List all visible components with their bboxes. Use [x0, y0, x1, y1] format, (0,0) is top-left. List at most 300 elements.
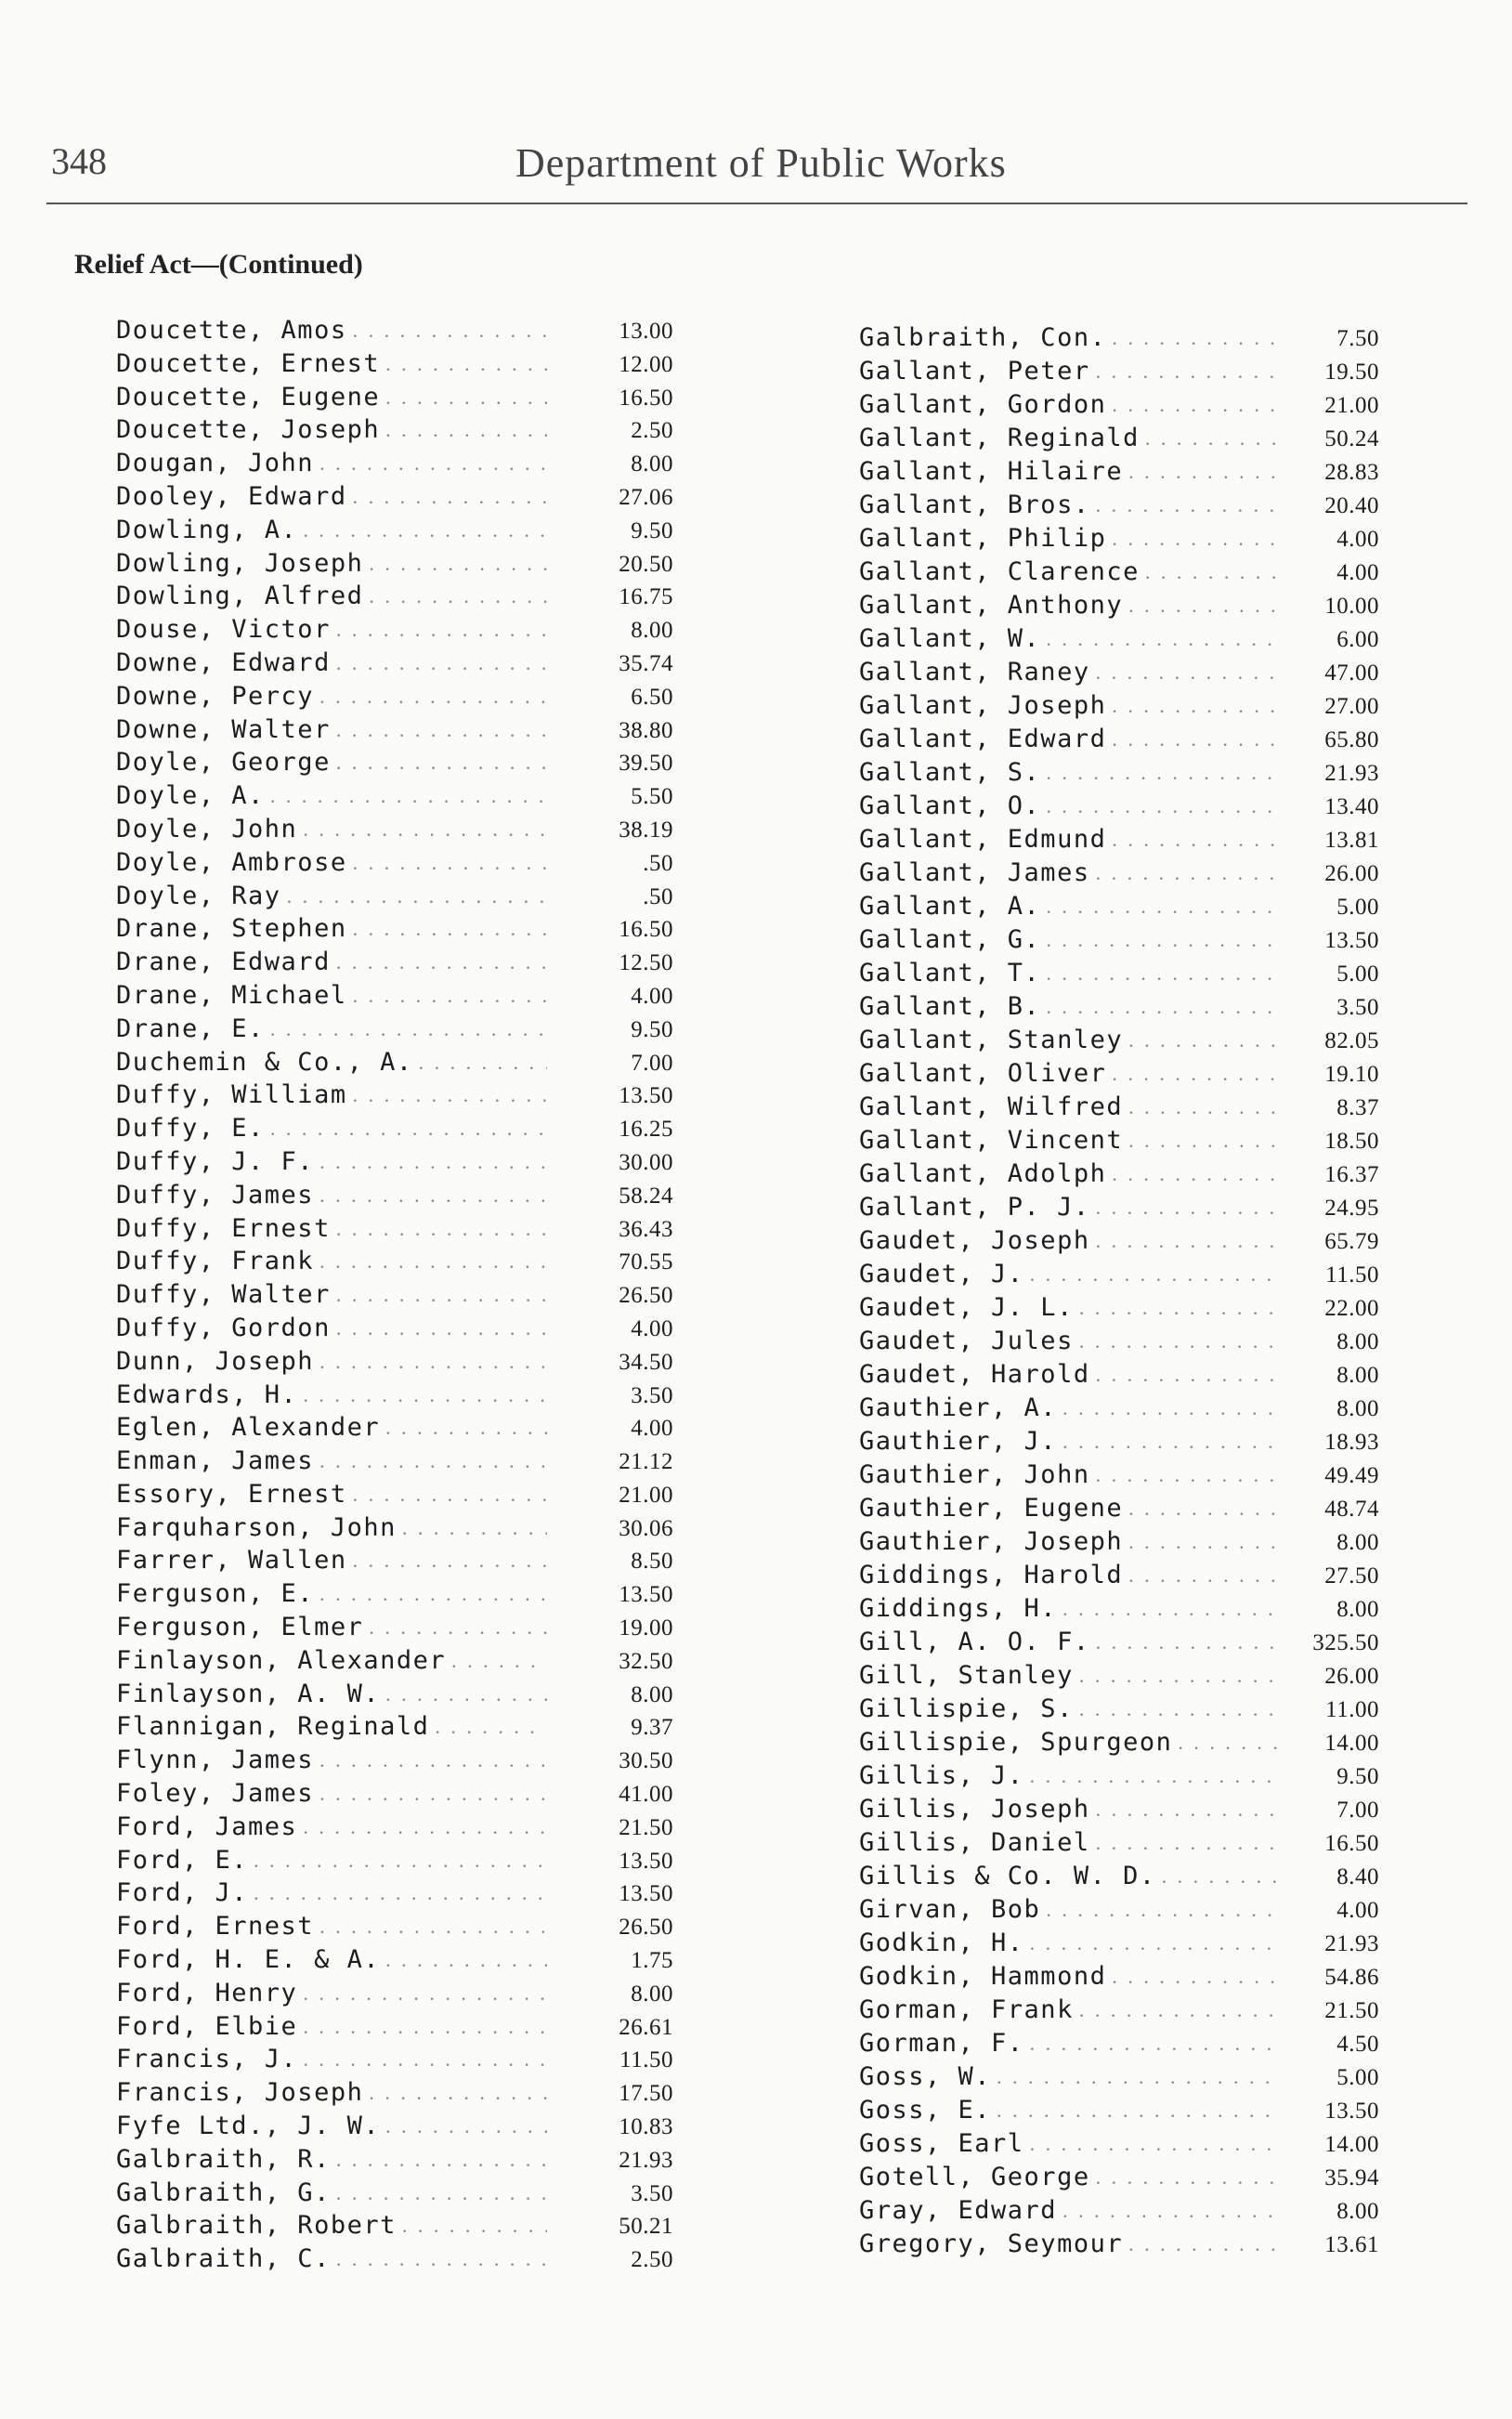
dot-leader [402, 2209, 547, 2242]
payee-name: Duffy, James [116, 1180, 315, 1210]
entry-name-leader [859, 856, 1286, 890]
entry-name-leader [116, 1844, 553, 1877]
payee-name: Gorman, F. [859, 2029, 1024, 2058]
payee-name: Farrer, Wallen [116, 1546, 347, 1576]
entry-name-leader [859, 1659, 1286, 1693]
payment-amount: 26.61 [619, 2014, 673, 2040]
list-item [859, 656, 1379, 689]
payee-name: Gallant, Stanley [859, 1026, 1124, 1054]
payee-name: Ford, H. E. & A. [116, 1945, 381, 1975]
dot-leader [336, 946, 547, 979]
list-item [859, 923, 1379, 957]
payment-amount: 8.00 [1336, 1363, 1379, 1388]
payee-name: Doucette, Joseph [116, 415, 381, 445]
dot-leader [303, 1811, 547, 1844]
payment-amount: 13.00 [619, 319, 673, 344]
entry-name-leader [859, 1291, 1286, 1325]
payment-amount: 8.37 [1336, 1095, 1379, 1120]
payee-name: Downe, Walter [116, 714, 331, 744]
dot-leader [353, 1079, 547, 1112]
payment-amount: 11.00 [1325, 1697, 1379, 1722]
payee-name: Duffy, J. F. [116, 1146, 315, 1176]
entry-name-leader [859, 455, 1286, 489]
list-item [859, 2094, 1379, 2127]
payment-amount: .50 [643, 850, 673, 876]
payment-amount: 38.19 [619, 817, 673, 843]
list-item [116, 480, 678, 514]
payment-amount: 8.00 [1336, 1396, 1379, 1421]
list-item [116, 647, 678, 680]
entry-name-leader [116, 2076, 553, 2110]
list-item [859, 2027, 1379, 2060]
entry-name-leader [116, 1744, 553, 1777]
payee-name: Essory, Ernest [116, 1479, 347, 1509]
payment-amount: 24.95 [1324, 1196, 1379, 1221]
payment-amount: 8.00 [1336, 2199, 1379, 2224]
dot-leader [1112, 1960, 1281, 1994]
payment-amount: 2.50 [631, 418, 673, 444]
page-header [51, 139, 1472, 195]
list-item [859, 1325, 1379, 1358]
payee-name: Gregory, Seymour [859, 2229, 1124, 2258]
payee-name: Duffy, E. [116, 1114, 265, 1144]
entry-name-leader [116, 1212, 553, 1246]
entry-name-leader [859, 1492, 1286, 1525]
payment-amount: 12.50 [619, 950, 673, 976]
dot-leader [1062, 1392, 1281, 1425]
entry-name-leader [116, 547, 553, 581]
entry-name-leader [116, 946, 553, 979]
dot-leader [319, 1577, 547, 1611]
payee-name: Gallant, James [859, 858, 1090, 887]
payment-amount: 16.75 [619, 584, 673, 610]
payee-name: Gallant, Oliver [859, 1059, 1107, 1088]
list-item [859, 1492, 1379, 1525]
payee-name: Gallant, Vincent [859, 1126, 1124, 1155]
dot-leader [1096, 1626, 1281, 1659]
dot-leader [1112, 1157, 1281, 1191]
list-item [859, 1759, 1379, 1793]
list-item [116, 746, 678, 779]
entry-name-leader [859, 2094, 1286, 2127]
payment-amount: 8.00 [631, 451, 673, 477]
payee-name: Drane, E. [116, 1013, 265, 1043]
dot-leader [1096, 1191, 1281, 1224]
entry-name-leader [859, 957, 1286, 990]
payee-name: Gray, Edward [859, 2196, 1058, 2225]
dot-leader [336, 647, 547, 680]
entry-name-leader [859, 1057, 1286, 1091]
entry-name-leader [859, 622, 1286, 656]
list-item [859, 1826, 1379, 1860]
payment-amount: 35.74 [619, 650, 673, 676]
entry-name-leader [859, 1793, 1286, 1826]
list-item [859, 1091, 1379, 1124]
entry-name-leader [116, 713, 553, 747]
list-item [116, 880, 678, 913]
payment-amount: 8.00 [1336, 1329, 1379, 1354]
dot-leader [1145, 556, 1281, 589]
payment-amount: 4.00 [1336, 527, 1379, 552]
list-item [859, 1191, 1379, 1224]
list-item [116, 1379, 678, 1412]
payee-name: Gallant, Edward [859, 725, 1107, 753]
entry-name-leader [116, 1345, 553, 1379]
payee-name: Girvan, Bob [859, 1895, 1041, 1924]
dot-leader [1128, 1124, 1281, 1157]
payment-amount: 13.61 [1324, 2232, 1379, 2257]
entry-name-leader [116, 1777, 553, 1811]
payee-name: Gaudet, Jules [859, 1327, 1074, 1355]
payee-name: Gallant, A. [859, 892, 1041, 921]
dot-leader [1062, 2194, 1281, 2228]
list-item [116, 2242, 678, 2276]
entry-name-leader [116, 912, 553, 946]
list-item [116, 713, 678, 747]
payee-name: Godkin, Hammond [859, 1962, 1107, 1991]
payee-name: Gallant, Reginald [859, 424, 1140, 452]
entry-name-leader [859, 1525, 1286, 1559]
payee-name: Gallant, Edmund [859, 825, 1107, 854]
dot-leader [1062, 1425, 1281, 1458]
payee-name: Gallant, Clarence [859, 557, 1140, 586]
entry-name-leader [116, 2110, 553, 2143]
dot-leader [1046, 622, 1281, 656]
list-item [116, 1212, 678, 1246]
payee-name: Flynn, James [116, 1746, 315, 1775]
entry-name-leader [116, 647, 553, 680]
payee-name: Gallant, O. [859, 791, 1041, 820]
entry-name-leader [859, 1392, 1286, 1425]
list-item [116, 1777, 678, 1811]
dot-leader [1145, 422, 1281, 455]
payment-amount: 54.86 [1324, 1965, 1379, 1990]
list-item [116, 1278, 678, 1312]
entry-name-leader [859, 1927, 1286, 1960]
payment-amount: 3.50 [1336, 995, 1379, 1020]
dot-leader [336, 1312, 547, 1345]
dot-leader [353, 1544, 547, 1577]
payee-name: Drane, Michael [116, 980, 347, 1010]
dot-leader [1046, 756, 1281, 790]
entry-name-leader [859, 355, 1286, 388]
list-item [859, 2127, 1379, 2161]
dot-leader [1112, 522, 1281, 556]
entry-name-leader [859, 2027, 1286, 2060]
list-item [116, 1577, 678, 1611]
list-item [116, 580, 678, 613]
payment-amount: 19.50 [1324, 360, 1379, 385]
entry-name-leader [116, 680, 553, 713]
list-item [859, 2228, 1379, 2261]
payment-amount: 5.50 [631, 784, 673, 810]
payment-amount: 26.00 [1324, 1664, 1379, 1689]
entry-name-leader [859, 1626, 1286, 1659]
payee-name: Gallant, G. [859, 925, 1041, 954]
dot-leader [1046, 890, 1281, 923]
list-item [859, 2161, 1379, 2194]
entry-name-leader [859, 1425, 1286, 1458]
entry-name-leader [859, 1091, 1286, 1124]
dot-leader [1030, 2027, 1281, 2060]
payment-amount: 65.79 [1324, 1229, 1379, 1254]
dot-leader [385, 1411, 547, 1445]
list-item [859, 556, 1379, 589]
list-item [116, 2177, 678, 2210]
payee-name: Doyle, Ray [116, 881, 281, 910]
payee-name: Gauthier, A. [859, 1393, 1058, 1422]
list-item [859, 1392, 1379, 1425]
dot-leader [1079, 1659, 1281, 1693]
list-item [116, 1977, 678, 2010]
entry-name-leader [859, 790, 1286, 823]
entry-name-leader [859, 1157, 1286, 1191]
entry-name-leader [116, 1577, 553, 1611]
dot-leader [451, 1644, 547, 1678]
list-item [859, 723, 1379, 756]
entry-name-leader [116, 979, 553, 1013]
list-item [859, 1024, 1379, 1057]
payee-name: Gaudet, J. [859, 1260, 1024, 1288]
payee-name: Douse, Victor [116, 615, 331, 645]
payment-amount: 7.50 [1336, 326, 1379, 351]
entry-name-leader [859, 1994, 1286, 2027]
payee-name: Duffy, William [116, 1080, 347, 1110]
dot-leader [1112, 689, 1281, 723]
list-item [859, 388, 1379, 422]
list-item [859, 1726, 1379, 1759]
payee-name: Ford, Henry [116, 1978, 298, 2007]
payment-amount: 4.00 [631, 1416, 673, 1442]
list-item [116, 1511, 678, 1545]
dot-leader [319, 1445, 547, 1478]
dot-leader [1128, 2228, 1281, 2261]
list-item [116, 680, 678, 713]
list-item [859, 1258, 1379, 1291]
entry-name-leader [116, 2209, 553, 2242]
dot-leader [369, 1611, 547, 1644]
payment-amount: 13.50 [619, 1582, 673, 1608]
list-item [116, 1312, 678, 1345]
payment-amount: 5.00 [1336, 895, 1379, 920]
entry-name-leader [859, 1024, 1286, 1057]
list-item [859, 689, 1379, 723]
dot-leader [1096, 355, 1281, 388]
list-item [859, 856, 1379, 890]
payment-amount: 325.50 [1312, 1630, 1379, 1655]
payee-name: Gillis, Daniel [859, 1828, 1090, 1857]
payee-name: Gallant, Wilfred [859, 1092, 1124, 1121]
payment-amount: 8.00 [631, 1981, 673, 2007]
dot-leader [270, 1112, 547, 1145]
dot-leader [1112, 1057, 1281, 1091]
dot-leader [319, 1245, 547, 1278]
list-item [859, 890, 1379, 923]
list-item [116, 2110, 678, 2143]
entry-name-leader [859, 556, 1286, 589]
payee-name: Duffy, Ernest [116, 1213, 331, 1243]
payment-amount: 13.50 [619, 1083, 673, 1109]
list-item [859, 2060, 1379, 2094]
list-item [116, 979, 678, 1013]
dot-leader [1128, 1091, 1281, 1124]
dot-leader [336, 713, 547, 747]
list-item [859, 1458, 1379, 1492]
payee-name: Ford, E. [116, 1845, 249, 1875]
dot-leader [319, 680, 547, 713]
dot-leader [1096, 1826, 1281, 1860]
payee-name: Gauthier, Eugene [859, 1494, 1124, 1523]
payee-name: Goss, Earl [859, 2129, 1024, 2158]
payee-name: Ferguson, E. [116, 1579, 315, 1609]
payee-name: Ferguson, Elmer [116, 1613, 364, 1642]
dot-leader [1112, 388, 1281, 422]
dot-leader [997, 2060, 1281, 2094]
entry-name-leader [859, 1893, 1286, 1927]
dot-leader [303, 1379, 547, 1412]
entry-name-leader [116, 413, 553, 447]
payment-amount: 1.75 [631, 1948, 673, 1974]
dot-leader [1096, 856, 1281, 890]
dot-leader [1062, 1592, 1281, 1626]
payee-name: Gallant, T. [859, 959, 1041, 987]
dot-leader [1030, 1759, 1281, 1793]
entry-name-leader [116, 779, 553, 813]
payment-amount: 16.50 [619, 917, 673, 943]
payment-amount: 8.00 [1336, 1530, 1379, 1555]
payment-amount: 6.00 [1336, 627, 1379, 652]
payee-name: Godkin, H. [859, 1929, 1024, 1957]
payment-amount: 9.37 [631, 1715, 673, 1741]
entry-name-leader [116, 1511, 553, 1545]
dot-leader [1079, 1693, 1281, 1726]
dot-leader [336, 1278, 547, 1312]
payment-amount: 16.50 [1324, 1831, 1379, 1856]
dot-leader [1128, 455, 1281, 489]
payee-name: Giddings, H. [859, 1594, 1058, 1623]
payment-amount: 13.50 [1324, 2099, 1379, 2124]
list-item [859, 1693, 1379, 1726]
dot-leader [336, 613, 547, 647]
dot-leader [336, 1212, 547, 1246]
entry-name-leader [859, 689, 1286, 723]
entry-name-leader [116, 1544, 553, 1577]
dot-leader [270, 779, 547, 813]
entry-name-leader [859, 1759, 1286, 1793]
list-item [859, 422, 1379, 455]
payment-amount: 19.10 [1324, 1062, 1379, 1087]
entry-name-leader [116, 1312, 553, 1345]
list-item [116, 1744, 678, 1777]
list-item [116, 2076, 678, 2110]
entry-name-leader [116, 1943, 553, 1977]
dot-leader [303, 813, 547, 846]
payee-name: Gallant, Raney [859, 658, 1090, 686]
payee-name: Finlayson, Alexander [116, 1645, 447, 1675]
list-item [859, 756, 1379, 790]
list-item [859, 1425, 1379, 1458]
list-item [116, 514, 678, 547]
payment-amount: 47.00 [1324, 660, 1379, 686]
payment-amount: 39.50 [619, 751, 673, 777]
payee-name: Gillis & Co. W. D. [859, 1862, 1156, 1890]
entry-name-leader [116, 1811, 553, 1844]
list-item [859, 489, 1379, 522]
list-item [116, 912, 678, 946]
payee-name: Ford, Ernest [116, 1912, 315, 1942]
payee-name: Enman, James [116, 1446, 315, 1476]
payee-name: Gallant, S. [859, 758, 1041, 787]
entry-name-leader [116, 580, 553, 613]
entry-name-leader [116, 1876, 553, 1910]
list-item [116, 1611, 678, 1644]
payee-name: Ford, J. [116, 1878, 249, 1908]
list-item [116, 1876, 678, 1910]
entry-name-leader [116, 1079, 553, 1112]
payee-name: Gallant, Adolph [859, 1159, 1107, 1188]
payment-amount: 20.40 [1324, 493, 1379, 518]
entry-name-leader [859, 1559, 1286, 1592]
payment-amount: 11.50 [619, 2047, 673, 2073]
payment-amount: 21.50 [1324, 1998, 1379, 2023]
dot-leader [1046, 790, 1281, 823]
dot-leader [1046, 923, 1281, 957]
dot-leader [1030, 1258, 1281, 1291]
payment-amount: 27.00 [1324, 694, 1379, 719]
payment-amount: 16.37 [1324, 1162, 1379, 1187]
payment-amount: 3.50 [631, 2180, 673, 2206]
list-item [116, 846, 678, 880]
list-item [116, 1710, 678, 1744]
running-title: Department of Public Works [515, 140, 1007, 186]
entry-name-leader [116, 2010, 553, 2044]
entry-name-leader [116, 1611, 553, 1644]
payee-name: Goss, W. [859, 2062, 992, 2091]
entry-name-leader [859, 1358, 1286, 1392]
payee-name: Duffy, Walter [116, 1280, 331, 1310]
entry-name-leader [859, 1826, 1286, 1860]
list-item [859, 1592, 1379, 1626]
dot-leader [336, 2177, 547, 2210]
payment-amount: 19.00 [619, 1615, 673, 1641]
dot-leader [1079, 1994, 1281, 2027]
dot-leader [1162, 1860, 1281, 1893]
list-item [859, 321, 1379, 355]
payment-amount: 26.00 [1324, 861, 1379, 886]
entry-name-leader [116, 1046, 553, 1079]
payment-amount: 22.00 [1324, 1296, 1379, 1321]
payee-name: Galbraith, Con. [859, 323, 1107, 352]
entry-name-leader [859, 1325, 1286, 1358]
payment-amount: 27.06 [619, 484, 673, 510]
list-item [116, 1478, 678, 1511]
entry-name-leader [116, 1478, 553, 1511]
payee-name: Farquharson, John [116, 1512, 397, 1542]
entry-name-leader [859, 923, 1286, 957]
list-item [859, 1659, 1379, 1693]
dot-leader [369, 547, 547, 581]
payee-name: Gauthier, John [859, 1460, 1090, 1489]
entry-name-leader [116, 1977, 553, 2010]
list-item [859, 1960, 1379, 1994]
list-item [116, 946, 678, 979]
dot-leader [385, 1943, 547, 1977]
payee-name: Finlayson, A. W. [116, 1679, 381, 1708]
payment-amount: 9.50 [631, 1016, 673, 1042]
entry-name-leader [859, 1458, 1286, 1492]
payee-name: Doyle, George [116, 748, 331, 778]
payment-amount: 13.81 [1324, 828, 1379, 853]
